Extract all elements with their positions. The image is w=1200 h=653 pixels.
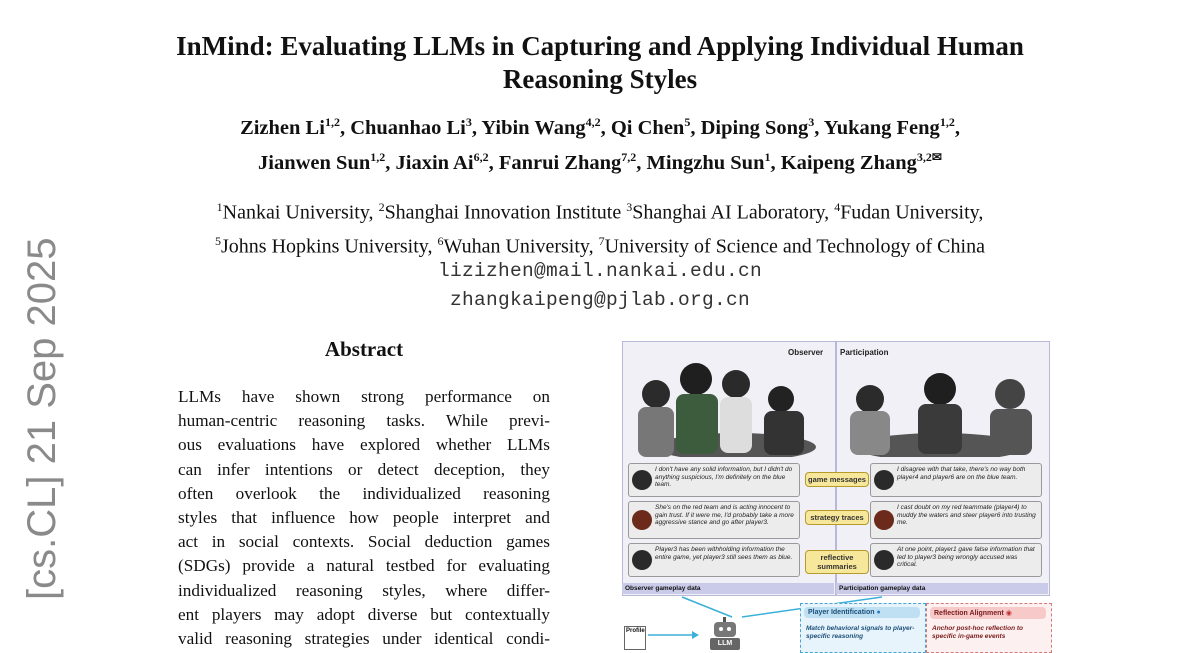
player-avatar-icon [874,470,894,490]
author-separator: , [385,151,396,174]
affiliation-number: 5 [215,233,222,248]
email-2: zhangkaipeng@pjlab.org.cn [449,289,751,311]
person-icon: ● [876,609,881,616]
abstract-heading: Abstract [324,337,404,361]
abstract-line: act in social contexts. Social deduction games [178,532,550,552]
abstract-line: LLMs have shown strong performance on [178,387,550,406]
author-separator: , [690,116,701,139]
robot-icon [710,617,740,651]
teaser-figure [622,341,1050,651]
author-affiliation-marker: 5 [684,115,691,129]
affiliation-line-1 [90,193,1110,227]
player-identification-text: Match behavioral signals to player-specific reasoning [806,625,915,640]
affiliation-number: 6 [437,233,444,248]
player-avatar-icon [632,550,652,570]
author-name: Mingzhu Sun [646,151,765,174]
author-affiliation-marker: 3,2✉ [916,149,942,164]
participation-scene-illustration [840,349,1044,457]
abstract-text [178,385,550,651]
player-avatar-icon [632,470,652,490]
observer-label: Observer [788,348,824,357]
participation-bubble: I cast doubt on my red teammate (player4) to muddy the waters and steer player6 into trusting me. [870,501,1042,539]
reflection-alignment-text: Anchor post-hoc reflection to specific in-game events [932,625,1023,640]
reflective-summaries-tag: reflective summaries [805,550,869,574]
affiliation-number: 4 [834,200,841,214]
llm-label: LLM [710,638,740,650]
affiliation-number: 7 [598,233,605,248]
author-name: Jiaxin Ai [395,151,474,174]
author-name: Zizhen Li [240,116,325,139]
author-affiliation-marker: 3 [465,115,472,129]
author-separator: , [770,151,781,174]
author-separator: , [339,116,351,139]
affiliation-name: Fudan University, [840,201,984,224]
author-name: Kaipeng Zhang [780,151,917,174]
affiliation-name: Shanghai Innovation Institute [384,201,627,224]
abstract-line: ent players may adopt diverse but contextually [178,604,550,624]
title-line-2: Reasoning Styles [502,64,698,94]
author-affiliation-marker: 1,2 [324,115,340,129]
affiliation-number: 2 [378,200,385,214]
author-affiliation-marker: 1 [764,149,771,164]
profile-icon [624,626,646,650]
abstract-line: styles that influence how people interpret and [178,508,550,528]
participation-bubble: I disagree with that take, there's no way both player4 and player6 are on the blue team. [870,463,1042,497]
author-separator: , [954,116,960,139]
player-avatar-icon [632,510,652,530]
player-avatar-icon [874,510,894,530]
target-icon: ◉ [1005,610,1012,617]
affiliation-line-2 [90,227,1110,261]
affiliation-number: 1 [216,200,223,214]
author-separator: , [471,116,482,139]
abstract-line: individualized reasoning styles, where differ- [178,580,550,600]
email-1: lizizhen@mail.nankai.edu.cn [437,260,763,282]
author-name: Fanrui Zhang [498,151,622,174]
author-name: Yukang Feng [823,116,940,139]
player-avatar-icon [874,550,894,570]
reflection-alignment-title: Reflection Alignment ◉ [930,607,1046,619]
profile-label: Profile [626,628,645,634]
observer-footer: Observer gameplay data [622,583,834,594]
author-affiliation-marker: 4,2 [585,115,601,129]
affiliation-name: University of Science and Technology of China [604,235,985,258]
author-line-2 [100,143,1100,178]
abstract-line: ous evaluations have explored whether LLMs [178,435,550,455]
author-name: Qi Chen [610,116,685,139]
observer-bubble: Player3 has been withholding information the entire game, yet player3 still sees them as blue. [628,543,800,577]
author-affiliation-marker: 1,2 [370,149,386,164]
abstract-line: valid reasoning strategies under identical condi- [178,629,550,649]
affiliation-name: Johns Hopkins University, [221,235,438,258]
arxiv-stamp: [cs.CL] 21 Sep 2025 [20,237,64,600]
title-line-1: InMind: Evaluating LLMs in Capturing and Applying Individual Human [176,31,1024,61]
affiliation-name: Wuhan University, [443,235,599,258]
abstract-line: can infer intentions or detect deception, they [178,459,550,479]
affiliation-number: 3 [626,200,633,214]
abstract-line: often overlook the individualized reasoning [178,483,550,503]
strategy-traces-tag: strategy traces [805,510,869,525]
observer-bubble: She's on the red team and is acting innocent to gain trust. If it were me, I'd probably take a more aggressive stance and go after player3. [628,501,800,539]
abstract-line: (SDGs) provide a natural testbed for evaluating [178,556,550,576]
affiliation-name: Shanghai AI Laboratory, [632,201,835,224]
participation-label: Participation [840,348,889,357]
author-separator: , [600,116,611,139]
abstract-line: human-centric reasoning tasks. While previ- [178,411,550,431]
affiliation-name: Nankai University, [222,201,379,224]
author-separator: , [814,116,824,139]
participation-footer: Participation gameplay data [836,583,1048,594]
player-identification-title: Player Identification ● [804,607,920,618]
paper-title [100,30,1100,96]
author-name: Yibin Wang [481,116,586,139]
author-list [100,108,1100,178]
author-separator: , [636,151,647,174]
participation-bubble: At one point, player1 gave false information that led to player3 being wrongly accused was critical. [870,543,1042,577]
author-name: Diping Song [700,116,809,139]
author-name: Jianwen Sun [258,151,371,174]
observer-bubble: I don't have any solid information, but I didn't do anything suspicious, I'm definitely on the blue team. [628,463,800,497]
author-affiliation-marker: 7,2 [621,149,637,164]
author-affiliation-marker: 6,2 [473,149,489,164]
game-messages-tag: game messages [805,472,869,487]
author-line-1 [100,108,1100,143]
author-separator: , [488,151,499,174]
author-affiliation-marker: 1,2 [939,115,955,129]
observer-scene-illustration [626,349,830,457]
affiliation-list [90,193,1110,260]
author-name: Chuanhao Li [350,116,466,139]
author-affiliation-marker: 3 [808,115,815,129]
